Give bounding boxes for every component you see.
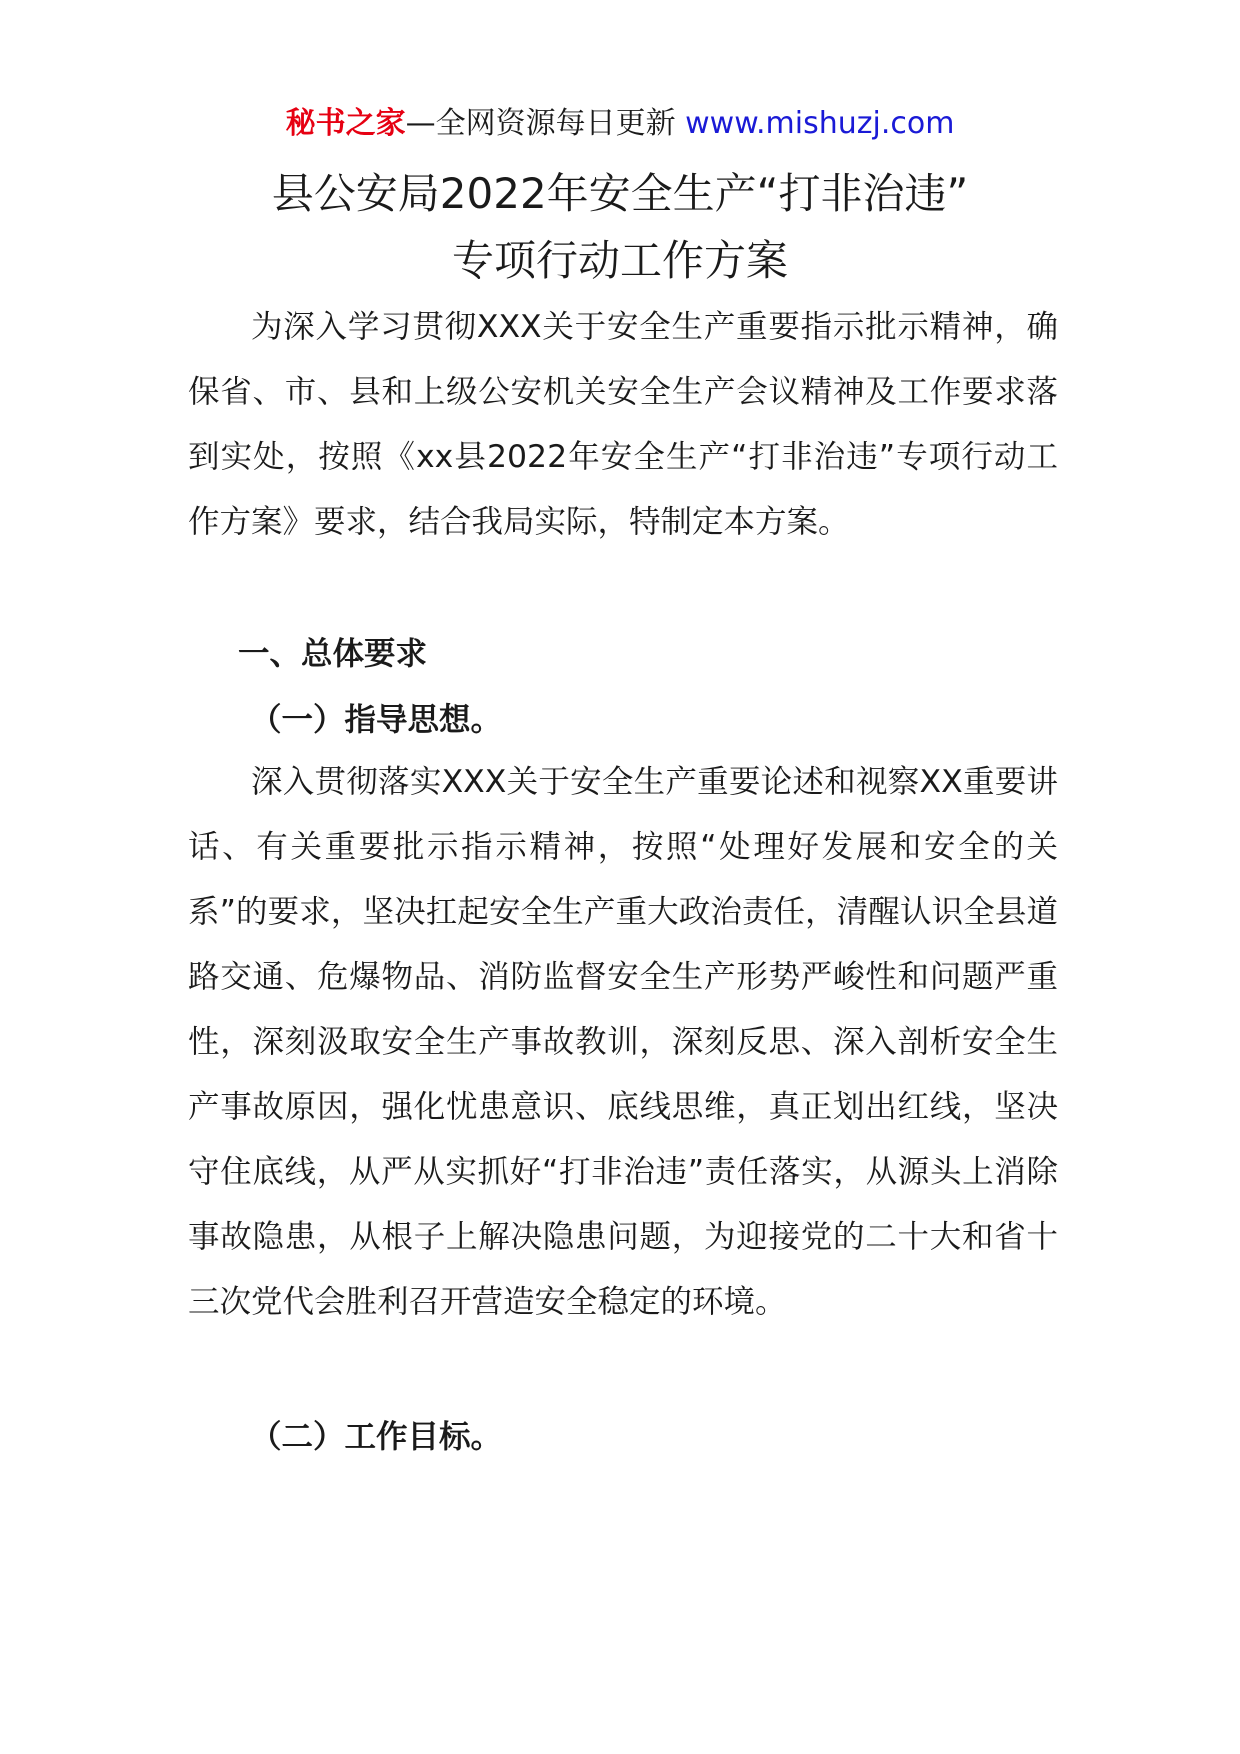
banner-url-link[interactable]: www.mishuzj.com bbox=[685, 106, 955, 141]
document-title-line-1: 县公安局2022年安全生产“打非治违” bbox=[271, 169, 969, 218]
subsection-heading-work-goals: （二）工作目标。 bbox=[250, 1419, 503, 1455]
subsection-heading-guiding-ideology: （一）指导思想。 bbox=[250, 702, 503, 738]
header-banner bbox=[0, 104, 1240, 144]
banner-tagline: 全网资源每日更新 bbox=[435, 106, 676, 141]
guiding-ideology-paragraph: 深入贯彻落实XXX关于安全生产重要论述和视察XX重要讲话、有关重要批示指示精神，按照“处理好发展和安全的关系”的要求，坚决扛起安全生产重大政治责任，清醒认识全县道路交通、危爆物品、消防监督安全生产形势严峻性和问题严重性，深刻汲取安全生产事故教训，深刻反思、深入剖析安全生产事故原因，强化忧患意识、底线思维，真正划出红线，坚决守住底线，从严从实抓好“打非治违”责任落实，从源头上消除事故隐患，从根子上解决隐患问题，为迎接党的二十大和省十三次党代会胜利召开营造安全稳定的环境。 bbox=[188, 764, 1058, 1320]
brand-name: 秘书之家 bbox=[285, 106, 406, 141]
intro-paragraph: 为深入学习贯彻XXX关于安全生产重要指示批示精神，确保省、市、县和上级公安机关安全生产会议精神及工作要求落到实处，按照《xx县2022年安全生产“打非治违”专项行动工作方案》要求，结合我局实际，特制定本方案。 bbox=[188, 309, 1058, 540]
section-heading-overall-requirements: 一、总体要求 bbox=[238, 636, 428, 672]
document-title-line-2: 专项行动工作方案 bbox=[451, 236, 788, 285]
banner-dash: — bbox=[405, 106, 436, 141]
